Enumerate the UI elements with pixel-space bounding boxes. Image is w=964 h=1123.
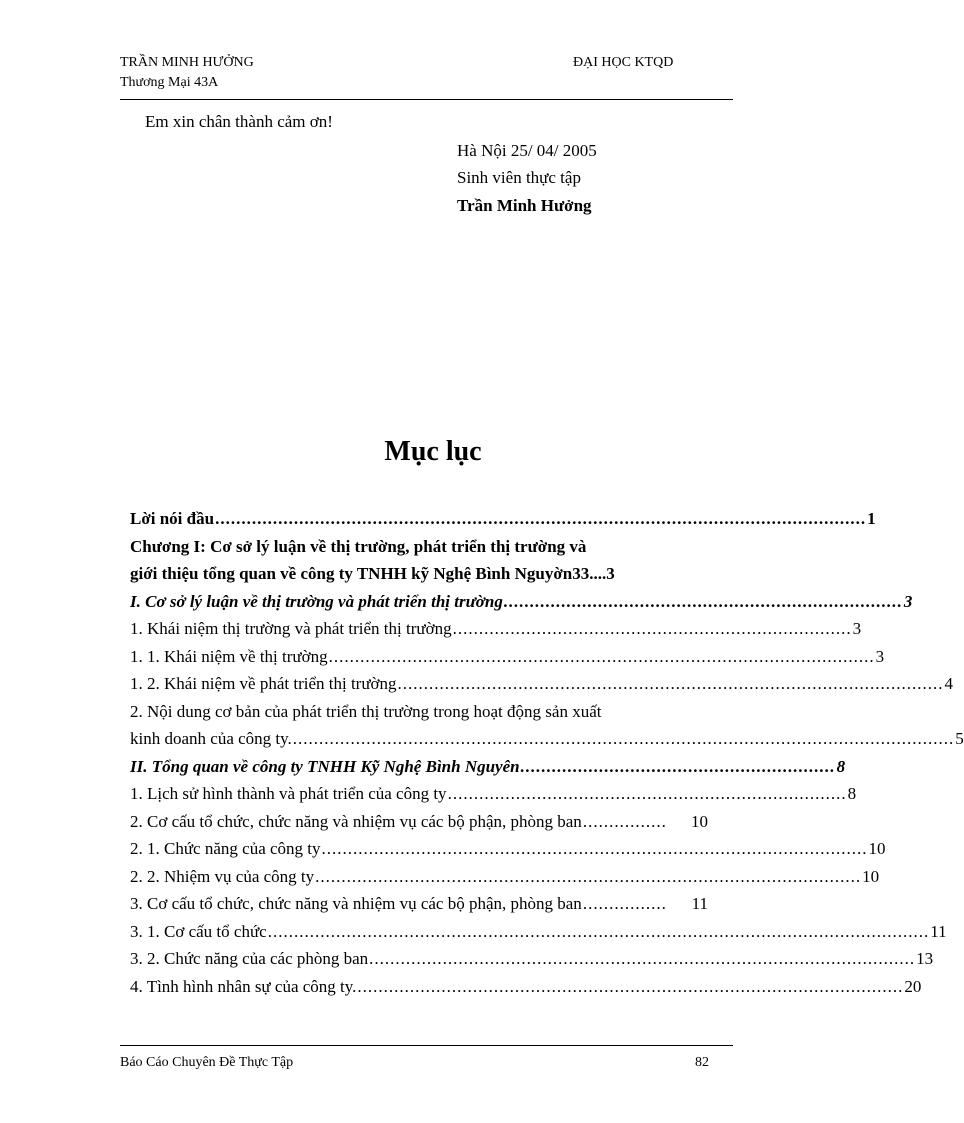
toc-leader: ........................................................................................................ [321, 839, 868, 858]
class-name: Thương Mại 43A [120, 75, 219, 90]
toc-page: 10 [868, 839, 886, 858]
toc-leader: .............................................................................................................................. [267, 921, 930, 941]
toc-entry[interactable] [130, 615, 862, 643]
toc-entry-text: 1. Khái niệm thị trường và phát triển thị trường [130, 619, 452, 638]
toc-entry-text-line1: 2. Nội dung cơ bản của phát triển thị trường trong hoạt động sản xuất [130, 701, 602, 721]
toc-leader: ............................................................ [520, 756, 836, 776]
toc-entry-text: giới thiệu tổng quan về công ty TNHH kỹ Nghệ Bình Nguyờn [130, 564, 573, 583]
toc-entry[interactable] [130, 918, 947, 946]
toc-entry-text: 4. Tình hình nhân sự của công ty. [130, 976, 357, 996]
toc-page: 13 [916, 949, 934, 968]
footer-report-title: Báo Cáo Chuyên Đề Thực Tập [120, 1055, 294, 1070]
page-header-left [120, 53, 254, 93]
toc-page: 11 [930, 921, 947, 941]
toc-page: 5 [955, 729, 964, 748]
header-divider [120, 99, 733, 100]
signature-date: Hà Nội 25/ 04/ 2005 [457, 141, 597, 160]
toc-entry-text: I. Cơ sở lý luận về thị trường và phát triển thị trường [130, 591, 503, 611]
footer-divider [120, 1045, 733, 1046]
toc-entry-text: 1. 2. Khái niệm về phát triển thị trường [130, 674, 397, 693]
university-name: ĐẠI HỌC KTQD [573, 55, 674, 70]
toc-entry-text: 2. Cơ cấu tổ chức, chức năng và nhiệm vụ các bộ phận, phòng ban [130, 811, 582, 831]
toc-leader: ........................................................................................................ [328, 646, 875, 666]
toc-page: 20 [904, 976, 922, 996]
toc-page: 3 [852, 619, 862, 638]
toc-entry[interactable] [130, 780, 857, 808]
toc-entry[interactable] [130, 890, 708, 918]
toc-entry[interactable] [130, 643, 885, 671]
toc-leader: ........................................................................................................ [369, 949, 916, 968]
toc-leader: ............................................................................................................................ [215, 509, 867, 528]
toc-page: 3 [875, 646, 885, 666]
toc-page: 11 [691, 894, 708, 913]
toc-leader: ............................................................................ [452, 619, 852, 638]
toc-page: 1 [867, 509, 876, 528]
toc-page: 3 [903, 591, 913, 611]
toc-leader: .............................................................................................................................. [292, 729, 955, 748]
toc-leader: ........................................................................................................ [315, 866, 862, 886]
toc-entry-text: 1. Lịch sử hình thành và phát triển của công ty [130, 784, 447, 803]
toc-entry-text: 3. 2. Chức năng của các phòng ban [130, 949, 369, 968]
toc-page: 8 [847, 784, 857, 803]
toc-entry-text: II. Tổng quan về công ty TNHH Kỹ Nghệ Bình Nguyên [130, 756, 520, 776]
signature-role: Sinh viên thực tập [457, 168, 581, 187]
toc-page: 10 [862, 866, 880, 886]
toc-entry[interactable] [130, 670, 954, 698]
toc-entry[interactable] [130, 588, 913, 616]
toc-leader: ................ [582, 811, 667, 831]
toc-entry-text: Lời nói đầu [130, 509, 215, 528]
toc-entry[interactable] [130, 533, 708, 588]
toc-entry[interactable] [130, 835, 886, 863]
table-of-contents [130, 505, 964, 1000]
toc-page: 4 [944, 674, 954, 693]
footer-page-number: 82 [695, 1055, 709, 1070]
toc-entry-text: 3. Cơ cấu tổ chức, chức năng và nhiệm vụ các bộ phận, phòng ban [130, 894, 582, 913]
toc-entry-text-line1: Chương I: Cơ sở lý luận về thị trường, phát triển thị trường và [130, 536, 587, 556]
signature-name: Trần Minh Hưởng [457, 196, 592, 215]
toc-entry[interactable] [130, 698, 964, 753]
toc-entry-text: kinh doanh của công ty. [130, 729, 292, 748]
toc-entry[interactable] [130, 863, 880, 891]
toc-entry-text: 3. 1. Cơ cấu tổ chức [130, 921, 267, 941]
toc-entry-text: 1. 1. Khái niệm về thị trường [130, 646, 328, 666]
toc-title: Mục lục [384, 436, 482, 467]
toc-page: 10 [691, 811, 708, 831]
toc-leader: ............................................................................ [503, 591, 903, 611]
toc-entry[interactable] [130, 808, 708, 836]
toc-entry-text: 2. 2. Nhiệm vụ của công ty [130, 866, 315, 886]
toc-entry[interactable] [130, 505, 876, 533]
toc-leader: ................ [582, 894, 667, 913]
thanks-line: Em xin chân thành cảm ơn! [145, 112, 333, 131]
toc-leader: ............................................................................ [447, 784, 847, 803]
toc-entry-text: 2. 1. Chức năng của công ty [130, 839, 321, 858]
toc-leader: ........................................................................................................ [397, 674, 944, 693]
toc-page: 33....3 [572, 564, 615, 583]
toc-entry[interactable] [130, 753, 846, 781]
author-name: TRẦN MINH HƯỞNG [120, 55, 254, 70]
toc-page: 8 [836, 756, 846, 776]
toc-entry[interactable] [130, 973, 922, 1001]
toc-leader: ........................................................................................................ [357, 976, 904, 996]
toc-entry[interactable] [130, 945, 934, 973]
